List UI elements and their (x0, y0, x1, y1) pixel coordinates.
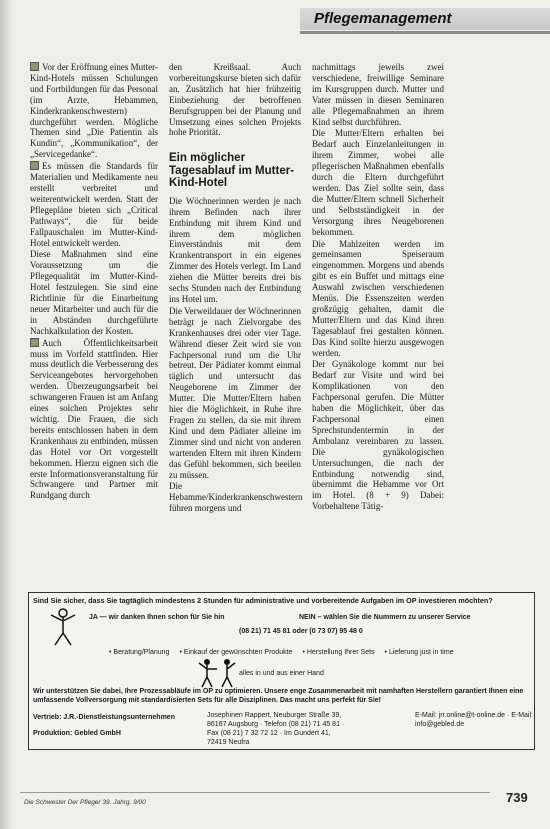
paragraph: Die Hebamme/Kinderkrankenschwestern führen morgens und (169, 481, 303, 514)
column-2 (169, 62, 301, 515)
footer-citation: Die Schwester Der Pfleger 39. Jahrg. 9/00 (24, 799, 146, 806)
bullet-icon (30, 338, 39, 347)
ad-email: E-Mail: jrr.online@t-online.de · E-Mail: info@gebled.de (415, 712, 533, 728)
article-subheading: Ein möglicher Tagesablauf im Mutter-Kind-Hotel (169, 152, 295, 190)
ad-no-line: NEIN – wählen Sie die Nummern zu unserer Service (299, 614, 471, 621)
page-gutter-shadow (0, 0, 14, 829)
ad-option: • Lieferung just in time (384, 649, 454, 656)
footer-rule (20, 792, 490, 793)
paragraph: Die Wöchnerinnen werden je nach ihrem Befinden nach ihrer Entbindung mit ihrem Kind und ihrem dem möglichen Einverständnis mit dem Krankentransport in ein eigenes Zimmer des Hotels verlegt. Im Land ziehen die Mütter bereits drei bis sechs Stunden nach der Entbindung ins Hotel um. (169, 195, 301, 304)
paragraph: Die Mahlzeiten werden im gemeinsamen Speiseraum eingenommen. Morgens und abends gibt es ein Buffet und mittags eine Auswahl zwischen verschiedenen Menüs. Die Essenszeiten werden großzügig gehalten, damit die Mutter/Eltern und das Kind ihren Tagesablauf frei gestalten können. Das Kind sollte hierzu ausgewogen werden. (312, 238, 444, 358)
page-number: 739 (506, 790, 528, 805)
paragraph: Die Mutter/Eltern erhalten bei Bedarf auch Einzelanleitungen in ihrem Zimmer, wobei alle pflegerischen Maßnahmen ebenfalls durch die Eltern durchgeführt werden. Das Ziel sollte sein, dass die Mutter/Eltern schnell Sicherheit und Selbstständigkeit in der Versorgung ihres Neugeborenen bekommen. (312, 128, 444, 237)
paragraph: Der Gynäkologe kommt nur bei Bedarf zur Visite und wird bei Komplikationen von den Fachpersonal gerufen. Die Mütter haben die Möglichkeit, über das Fachpersonal einen Sprechstundentermin in der Ambulanz vereinbaren zu lassen. Die gynäkologischen Untersuchungen, die nach der Entbindung notwendig sind, übernimmt die Hebamme vor Ort im Hotel. (8 + 9) Dabei: Vorbehaltene Tätig- (312, 359, 444, 512)
paragraph: nachmittags jeweils zwei verschiedene, freiwillige Seminare im Kursgruppen durch. Mutter und Vater müssen in diesen Seminaren alle Pflegemaßnahmen an ihrem Kind selbst durchführen. (312, 62, 444, 127)
paragraph: den Kreißsaal. Auch vorbereitungskurse bieten sich dafür an. Zusätzlich hat hier frühzeitig Einbeziehung der betroffenen Berufsgruppen bei der Planung und Umsetzung eines solchen Projekts hohe Priorität. (169, 62, 301, 138)
ad-option: • Einkauf der gewünschten Produkte (179, 649, 293, 656)
ad-produktion: Produktion: Gebled GmbH (33, 730, 121, 737)
bullet-icon (30, 161, 39, 170)
ad-yes-line: JA — wir danken Ihnen schon für Sie hin (89, 614, 225, 621)
ad-tagline: alles in und aus einer Hand (239, 670, 324, 677)
column-1 (30, 62, 158, 502)
ad-option: • Beratung/Planung (109, 649, 170, 656)
paragraph: Diese Maßnahmen sind eine Voraussetzung um die Pflegequalität im Mutter-Kind-Hotel festzulegen. Sie sind eine Richtlinie für die Einarbeitung neuer Mitarbeiter und auch für die in Abständen durchgeführte Nachkalkulation der Kosten. (30, 249, 158, 336)
column-3 (312, 62, 444, 513)
ad-option: • Herstellung Ihrer Sets (302, 649, 375, 656)
paragraph: Auch Öffentlichkeitsarbeit muss im Vorfeld stattfinden. Hier muss deutlich die Verbesserung des Serviceangebotes hervorgehoben werden. Überzeugungsarbeit bei schwangeren Frauen ist am Anfang eines solchen Projektes sehr wichtig. Die Frauen, die sich bereits entschlossen haben in dem Krankenhaus zu entbinden, müssen das Hotel vor Ort vorgestellt bekommen. Hierzu eignen sich die erste Informationsveranstaltung für Schwangere und Partner mit Rundgang durch (30, 337, 158, 501)
bullet-icon (30, 62, 39, 71)
ad-phone: (08 21) 71 45 81 oder (0 73 07) 95 48 0 (239, 628, 363, 635)
ad-options (109, 648, 524, 657)
ad-headline: Sind Sie sicher, dass Sie tagtäglich mindestens 2 Stunden für administrative und vorbereitende Aufgaben im OP investieren möchten? (33, 596, 493, 605)
paragraph: Die Verweildauer der Wöchnerinnen beträgt je nach Zielvorgabe des Krankenhauses drei oder vier Tage. Während dieser Zeit wird sie von Fachpersonal rund um die Uhr betreut. Der Pädiater kommt einmal täglich und untersucht das Neugeborene im Zimmer der Mutter. Die Mutter/Eltern haben hier die Möglichkeit, in Ruhe ihre Fragen zu stellen, da sie mit ihrem Kind und dem Pädiater alleine im Zimmer sind und nicht von anderen wartenden Eltern mit ihren Kindern das Gefühl bekommen, sich beeilen zu müssen. (169, 305, 301, 480)
advertisement-box (28, 592, 535, 750)
paragraph: Es müssen die Standards für Materialien und Medikamente neu erstellt verbreitet und weiterentwickelt werden. Statt der Pflegepläne bieten sich „Critical Pathways“, die für beide Fallpauschalen im Mutter-Kind-Hotel entwickelt werden. (30, 161, 158, 248)
ad-body: Wir unterstützen Sie dabei, Ihre Prozessabläufe im OP zu optimieren. Unsere enge Zusammenarbeit mit namhaften Herstellern garantiert Ihnen eine umfassende Vollversorgung mit standardisierten Sets für alle Disziplinen. Das macht uns perfekt für Sie! (33, 688, 524, 704)
dancing-figures-icon (197, 657, 237, 689)
paragraph: Vor der Eröffnung eines Mutter-Kind-Hotels müssen Schulungen und Fortbildungen für das Personal (im Arzte, Hebammen, Kinderkrankenschwestern) durchgeführt werden. Mögliche Themen sind „Die Patientin als Kundin“, „Kommunikation“, der „Servicegedanke“. (30, 62, 158, 160)
section-title: Pflegemanagement (314, 10, 452, 27)
ad-vertrieb: Vertrieb: J.R.-Dienstleistungsunternehmen (33, 714, 175, 721)
stick-figure-icon (43, 607, 83, 647)
section-header (300, 8, 550, 34)
ad-address: Josephinen Rappert, Neuburger Straße 39, 86167 Augsburg · Telefon (08 21) 71 45 81 · Fax (08 21) 7 32 72 12 · Im Gundert 41, 72419 Neufra (207, 712, 345, 746)
header-rule (300, 31, 550, 34)
